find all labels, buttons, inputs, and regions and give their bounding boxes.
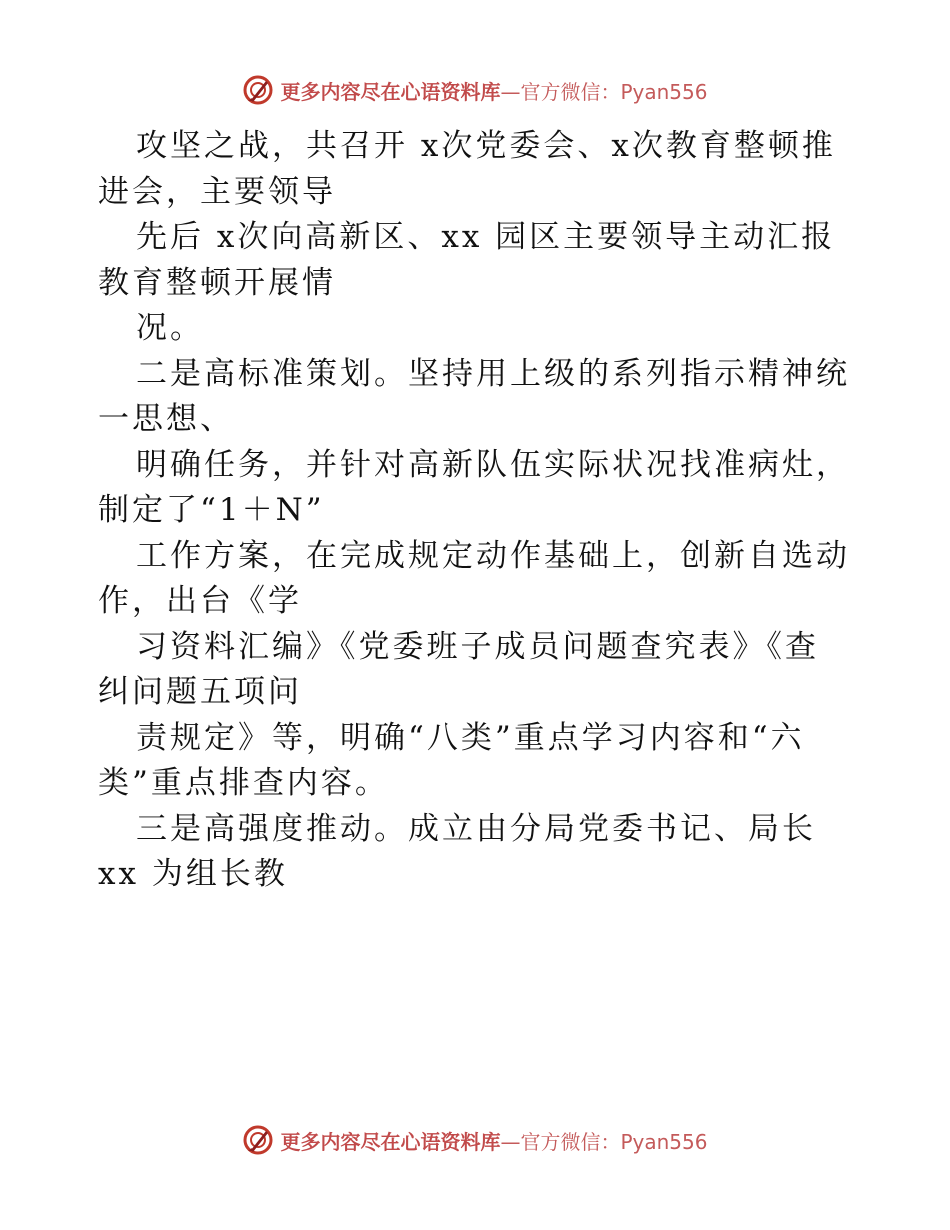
footer-promo-text: 更多内容尽在心语资料库 [280, 1129, 501, 1154]
footer-banner-text [280, 1126, 707, 1155]
footer-wechat-text: 官方微信：Pyan556 [520, 1129, 708, 1154]
footer-banner [0, 1120, 950, 1160]
header-banner-inner [242, 74, 707, 106]
header-banner-text [280, 76, 707, 105]
body-text-line: 一思想、 [98, 401, 234, 437]
body-text-line: 教育整顿开展情 [98, 264, 336, 301]
body-text-line: 进会，主要领导 [98, 173, 336, 210]
body-text-line: xx 为组长教 [98, 856, 288, 892]
body-text-line: 工作方案，在完成规定动作基础上，创新自选动 [136, 537, 850, 574]
body-text-line: 习资料汇编》《党委班子成员问题查究表》《查 [136, 628, 819, 665]
body-text-line: 明确任务，并针对高新队伍实际状况找准病灶， [136, 446, 850, 483]
header-promo-text: 更多内容尽在心语资料库 [280, 79, 501, 104]
header-wechat-text: 官方微信：Pyan556 [520, 79, 708, 104]
document-body [98, 124, 858, 898]
body-text-line: 纠问题五项问 [98, 674, 302, 710]
footer-dash: — [500, 1129, 521, 1154]
quill-pen-logo-icon [242, 1124, 274, 1156]
body-text-line: 先后 x次向高新区、xx 园区主要领导主动汇报 [136, 219, 836, 255]
body-text-line: 况。 [136, 310, 204, 346]
body-text-line: 三是高强度推动。成立由分局党委书记、局长 [136, 810, 816, 847]
body-text-line: 责规定》等，明确“八类”重点学习内容和“六 [136, 719, 805, 756]
body-text-line: 制定了“1＋N” [98, 492, 325, 528]
body-text-line: 二是高标准策划。坚持用上级的系列指示精神统 [136, 355, 850, 392]
quill-pen-logo-icon [242, 74, 274, 106]
body-text-line: 攻坚之战，共召开 x次党委会、x次教育整顿推 [136, 128, 836, 164]
body-text-line: 作，出台《学 [98, 583, 302, 619]
footer-banner-inner [242, 1124, 707, 1156]
body-text-line: 类”重点排查内容。 [98, 765, 389, 801]
header-banner [0, 70, 950, 110]
header-dash: — [500, 79, 521, 104]
